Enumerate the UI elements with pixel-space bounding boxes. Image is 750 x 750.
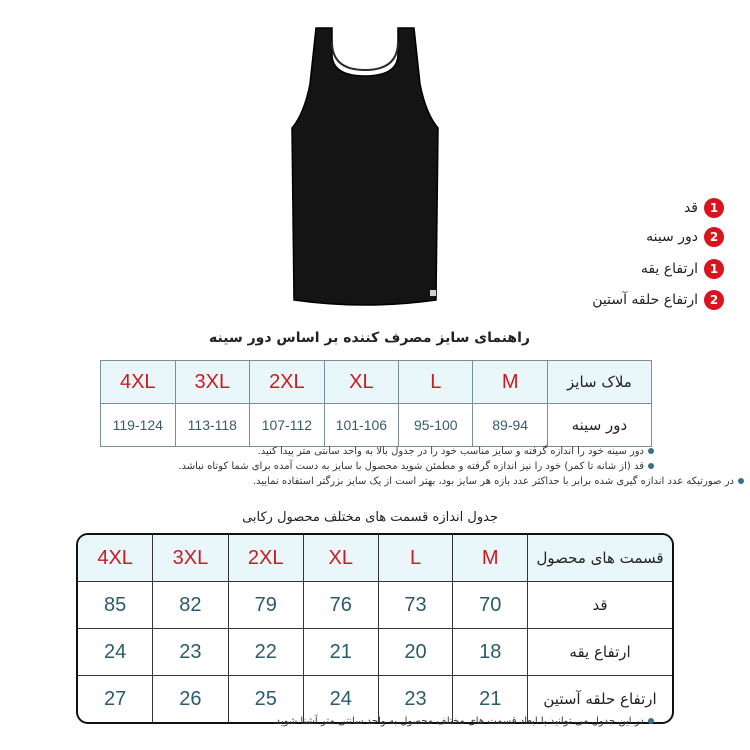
header-label-cell: قسمت های محصول [528, 535, 672, 582]
value-cell: 24 [304, 676, 379, 722]
table-row [78, 629, 672, 676]
legend-item [641, 257, 724, 281]
row-label-cell: ارتفاع حلقه آستین [543, 690, 657, 708]
value-cell: 101-106 [324, 404, 398, 447]
bullet-icon [648, 718, 654, 724]
value-cell: 76 [304, 582, 379, 629]
value-cell: 23 [153, 629, 228, 676]
size-cell: 2XL [229, 535, 304, 582]
value-cell: 21 [304, 629, 379, 676]
row-label-cell: دور سینه [547, 404, 651, 447]
legend-label: قد [683, 200, 698, 216]
note-text: در صورتیکه عدد اندازه گیری شده برابر با حداکثر عدد بازه هر سایز بود، بهتر است از یک سایز بزرگتر استفاده نمایید. [252, 476, 734, 487]
value-cell: 21 [453, 676, 528, 722]
value-cell: 113-118 [175, 404, 250, 447]
chest-size-table [100, 360, 652, 447]
table-header-row [101, 361, 652, 404]
value-cell: 25 [229, 676, 304, 722]
size-cell: 2XL [250, 361, 325, 404]
tank-top-icon [270, 24, 460, 314]
size-cell: 3XL [175, 361, 250, 404]
value-cell: 73 [379, 582, 454, 629]
footer-note [273, 714, 655, 729]
legend-label: ارتفاع یقه [640, 261, 698, 277]
table-header-row [78, 535, 672, 582]
value-cell: 70 [453, 582, 528, 629]
size-guide-title: راهنمای سایز مصرف کننده بر اساس دور سینه [209, 330, 530, 346]
note-text: قد (از شانه تا کمر) خود را نیز اندازه گرفته و مطمئن شوید محصول با سایز به دست آمده برای شما کوتاه نباشد. [178, 461, 644, 472]
note-item [178, 459, 654, 474]
value-cell: 95-100 [399, 404, 473, 447]
header-label-cell: ملاک سایز [547, 361, 651, 404]
size-cell: L [399, 361, 473, 404]
footer-note-text: در این جدول می توانید با ابعاد قسمت های مختلف محصول به واحد سانتی متر آشنا شوید. [272, 716, 644, 727]
product-measurements-title: جدول اندازه قسمت های مختلف محصول رکابی [242, 510, 498, 525]
legend-number-badge: 1 [704, 259, 724, 279]
size-cell: M [473, 361, 547, 404]
value-cell: 119-124 [101, 404, 176, 447]
legend-item [684, 196, 724, 220]
row-label-cell: ارتفاع یقه [528, 629, 672, 676]
value-cell: 82 [153, 582, 228, 629]
note-item [178, 474, 744, 489]
value-cell: 79 [229, 582, 304, 629]
value-cell: 23 [379, 676, 454, 722]
size-cell: L [379, 535, 454, 582]
note-text: دور سینه خود را اندازه گرفته و سایز مناسب خود را در جدول بالا به واحد سانتی متر پیدا کنید. [257, 446, 644, 457]
size-cell: 4XL [78, 535, 153, 582]
notes-list [178, 444, 734, 489]
value-cell: 22 [229, 629, 304, 676]
legend-item [592, 288, 724, 312]
legend-item [646, 225, 724, 249]
value-cell: 20 [379, 629, 454, 676]
value-cell: 85 [78, 582, 153, 629]
bullet-icon [648, 463, 654, 469]
table-row [78, 582, 672, 629]
size-cell: XL [304, 535, 379, 582]
value-cell: 107-112 [250, 404, 325, 447]
value-cell: 89-94 [473, 404, 547, 447]
legend-number-badge: 2 [704, 290, 724, 310]
legend-number-badge: 1 [704, 198, 724, 218]
size-cell: XL [324, 361, 398, 404]
legend-label: دور سینه [646, 229, 698, 245]
bullet-icon [738, 478, 744, 484]
legend-number-badge: 2 [704, 227, 724, 247]
value-cell: 18 [453, 629, 528, 676]
size-cell: 3XL [153, 535, 228, 582]
product-measurements-table [76, 533, 674, 724]
note-item [178, 444, 654, 459]
size-cell: M [453, 535, 528, 582]
value-cell: 27 [78, 676, 153, 722]
value-cell: 26 [153, 676, 228, 722]
bullet-icon [648, 448, 654, 454]
size-cell: 4XL [101, 361, 176, 404]
value-cell: 24 [78, 629, 153, 676]
legend-label: ارتفاع حلقه آستین [592, 292, 698, 308]
tank-top-image [270, 24, 460, 314]
table-row [101, 404, 652, 447]
row-label-cell: قد [528, 582, 672, 629]
